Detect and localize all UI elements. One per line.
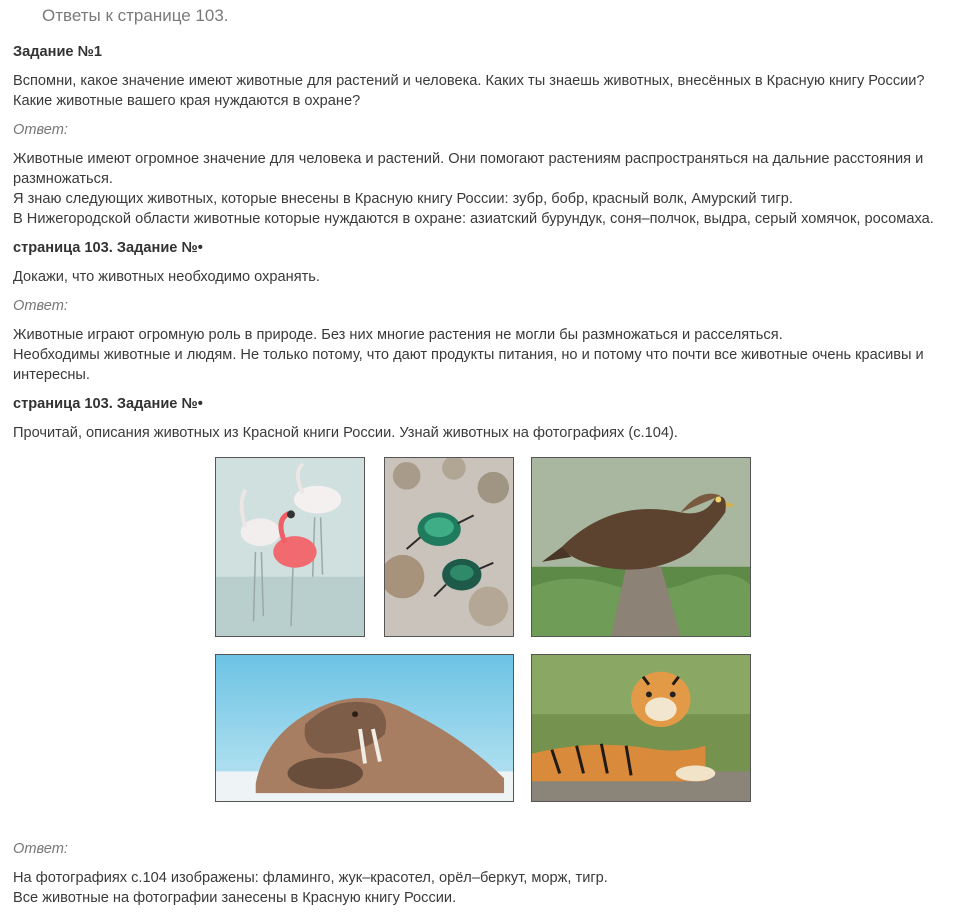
task-3-answer — [13, 868, 958, 908]
task-2-heading: страница 103. Задание №• — [13, 240, 203, 256]
eagle-photo — [531, 457, 751, 637]
task-1-question: Вспомни, какое значение имеют животные для растений и человека. Каких ты знаешь животных, внесённых в Красную книгу России? Какие животные вашего края нуждаются в охране? — [13, 73, 925, 109]
answer-line: Животные играют огромную роль в природе. Без них многие растения не могли бы размножаться и расселяться. — [13, 327, 783, 343]
answer-line: Я знаю следующих животных, которые внесены в Красную книгу России: зубр, бобр, красный волк, Амурский тигр. — [13, 191, 793, 207]
task-1-answer — [13, 149, 958, 229]
beetle-photo — [384, 457, 514, 637]
task-3-heading: страница 103. Задание №• — [13, 396, 203, 412]
task-1-heading: Задание №1 — [13, 44, 102, 60]
answer-line: Животные имеют огромное значение для человека и растений. Они помогают растениям распространяться на дальние расстояния и размножаться. — [13, 151, 924, 187]
task-2-answer-label: Ответ: — [13, 298, 68, 314]
tiger-photo — [531, 654, 751, 802]
task-3-answer-label: Ответ: — [13, 841, 68, 857]
answer-line: Необходимы животные и людям. Не только потому, что дают продукты питания, но и потому что почти все животные очень красивы и интересны. — [13, 347, 924, 383]
answer-line: Все животные на фотографии занесены в Красную книгу России. — [13, 890, 457, 906]
walrus-photo — [215, 654, 514, 802]
task-1-answer-label: Ответ: — [13, 122, 68, 138]
page-title: Ответы к странице 103. — [42, 6, 229, 25]
task-2-question: Докажи, что животных необходимо охранять. — [13, 269, 320, 285]
flamingo-photo — [215, 457, 365, 637]
answer-line: В Нижегородской области животные которые нуждаются в охране: азиатский бурундук, соня–полчок, выдра, серый хомячок, росомаха. — [13, 211, 934, 227]
content — [13, 42, 958, 917]
photo-grid — [13, 452, 958, 830]
answer-line: На фотографиях с.104 изображены: фламинго, жук–красотел, орёл–беркут, морж, тигр. — [13, 870, 608, 886]
task-2-answer — [13, 325, 958, 385]
task-3-question: Прочитай, описания животных из Красной книги России. Узнай животных на фотографиях (с.104). — [13, 425, 678, 441]
